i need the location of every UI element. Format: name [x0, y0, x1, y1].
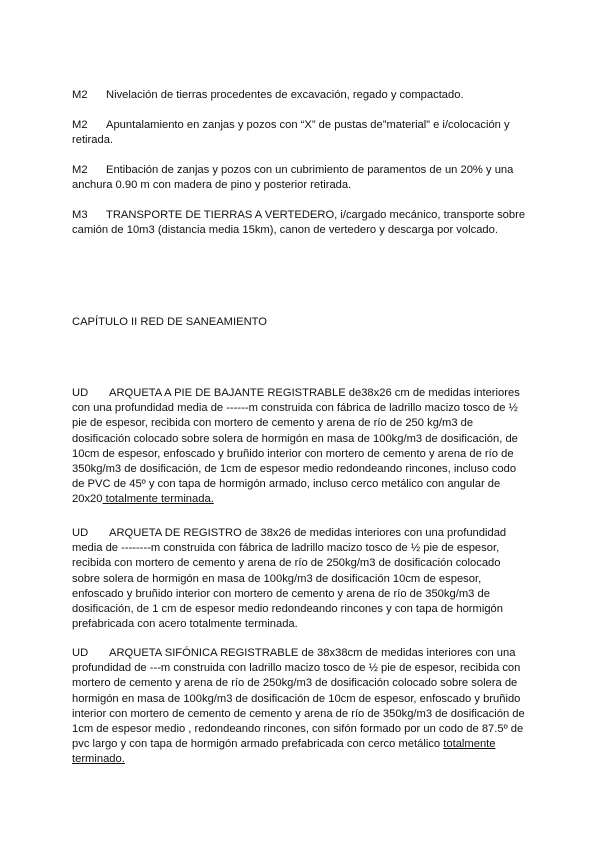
entry-unit: M2: [72, 119, 88, 131]
item-line: profundidad de ---m construida con ladrillo macizo tosco de ½ pie de espesor, recibida con: [72, 662, 521, 675]
item-underlined-text: totalmente: [443, 738, 496, 751]
item-arqueta-registro: [72, 526, 530, 632]
item-line: 10cm de espesor, enfoscado y bruñido interior con mortero de cemento y arena de río de: [72, 447, 514, 460]
item-arqueta-sifonica: [72, 646, 530, 768]
chapter-title: CAPÍTULO II RED DE SANEAMIENTO: [72, 316, 267, 328]
item-first-line: ARQUETA DE REGISTRO de 38x26 de medidas interiores con una profundidad: [109, 527, 507, 539]
entry-text-cont: camión de 10m3 (distancia media 15km), canon de vertedero y descarga por volcado.: [72, 224, 498, 237]
item-line: dosificación, de 1 cm de espesor medio redondeando rincones y con tapa de hormigón: [72, 603, 503, 616]
item-line: con una profundidad media de ------m construida con fábrica de ladrillo macizo tosco de ½: [72, 402, 518, 415]
item-underlined-text: totalmente terminada.: [102, 493, 214, 506]
entry-unit: M3: [72, 209, 88, 221]
entry-nivelacion: [72, 88, 530, 103]
entry-text-cont: retirada.: [72, 134, 114, 147]
item-line: 350kg/m3 de dosificación, de 1cm de espesor medio redondeando rincones, incluso codo: [72, 463, 517, 476]
item-line: media de --------m construida con fábrica de ladrillo macizo tosco de ½ pie de espesor,: [72, 542, 500, 555]
item-line: mortero de cemento y arena de río de 250kg/m3 de dosificación colocado sobre solera de: [72, 677, 518, 690]
item-first-line: ARQUETA A PIE DE BAJANTE REGISTRABLE de38x26 cm de medidas interiores: [109, 387, 520, 399]
entry-unit: M2: [72, 89, 88, 101]
item-line: 20x20: [72, 493, 103, 506]
entry-transporte: [72, 208, 530, 238]
item-underlined-text: terminado.: [72, 753, 125, 766]
item-line: 1cm de espesor medio , redondeando rincones, con sifón formado por un codo de 87.5º de: [72, 723, 524, 736]
entry-text: TRANSPORTE DE TIERRAS A VERTEDERO, i/cargado mecánico, transporte sobre: [106, 209, 526, 221]
entry-text-cont: anchura 0.90 m con madera de pino y posterior retirada.: [72, 179, 352, 192]
entry-text: Nivelación de tierras procedentes de excavación, regado y compactado.: [106, 89, 464, 101]
item-unit: UD: [72, 527, 89, 539]
item-line: interior con mortero de cemento de cemento y arena de río de 350kg/m3 de dosificación de: [72, 707, 525, 720]
item-line: dosificación colocado sobre solera de hormigón en masa de 100kg/m3 de dosificación, de: [72, 432, 518, 445]
item-line: enfoscado y bruñido interior con mortero de cemento y arena de río de 350kg/m3 de: [72, 587, 490, 600]
entry-entibacion: [72, 163, 530, 193]
entry-apuntalamiento: [72, 118, 530, 148]
item-line: hormigón en masa de 100kg/m3 de dosificación de 10cm de espesor, enfoscado y bruñido: [72, 692, 521, 705]
item-line: prefabricada con acero totalmente terminada.: [72, 618, 298, 631]
item-line: sobre solera de hormigón en masa de 100kg/m3 de dosificación 10cm de espesor,: [72, 572, 482, 585]
entry-unit: M2: [72, 164, 88, 176]
item-first-line: ARQUETA SIFÓNICA REGISTRABLE de 38x38cm de medidas interiores con una: [109, 647, 516, 659]
item-line: recibida con mortero de cemento y arena de río de 250kg/m3 de dosificación colocado: [72, 557, 501, 570]
item-unit: UD: [72, 647, 89, 659]
item-unit: UD: [72, 387, 89, 399]
item-arqueta-pie-bajante: [72, 386, 530, 508]
entry-text: Apuntalamiento en zanjas y pozos con “X” de pustas de”material” e i/colocación y: [106, 119, 510, 131]
item-line: de PVC de 45º y con tapa de hormigón armado, incluso cerco metálico con angular de: [72, 478, 501, 491]
item-line: pvc largo y con tapa de hormigón armado prefabricada con cerco metálico: [72, 738, 444, 751]
entry-text: Entibación de zanjas y pozos con un cubrimiento de paramentos de un 20% y una: [106, 164, 514, 176]
item-line: pie de espesor, recibida con mortero de cemento y arena de río de 250 kg/m3 de: [72, 417, 474, 430]
